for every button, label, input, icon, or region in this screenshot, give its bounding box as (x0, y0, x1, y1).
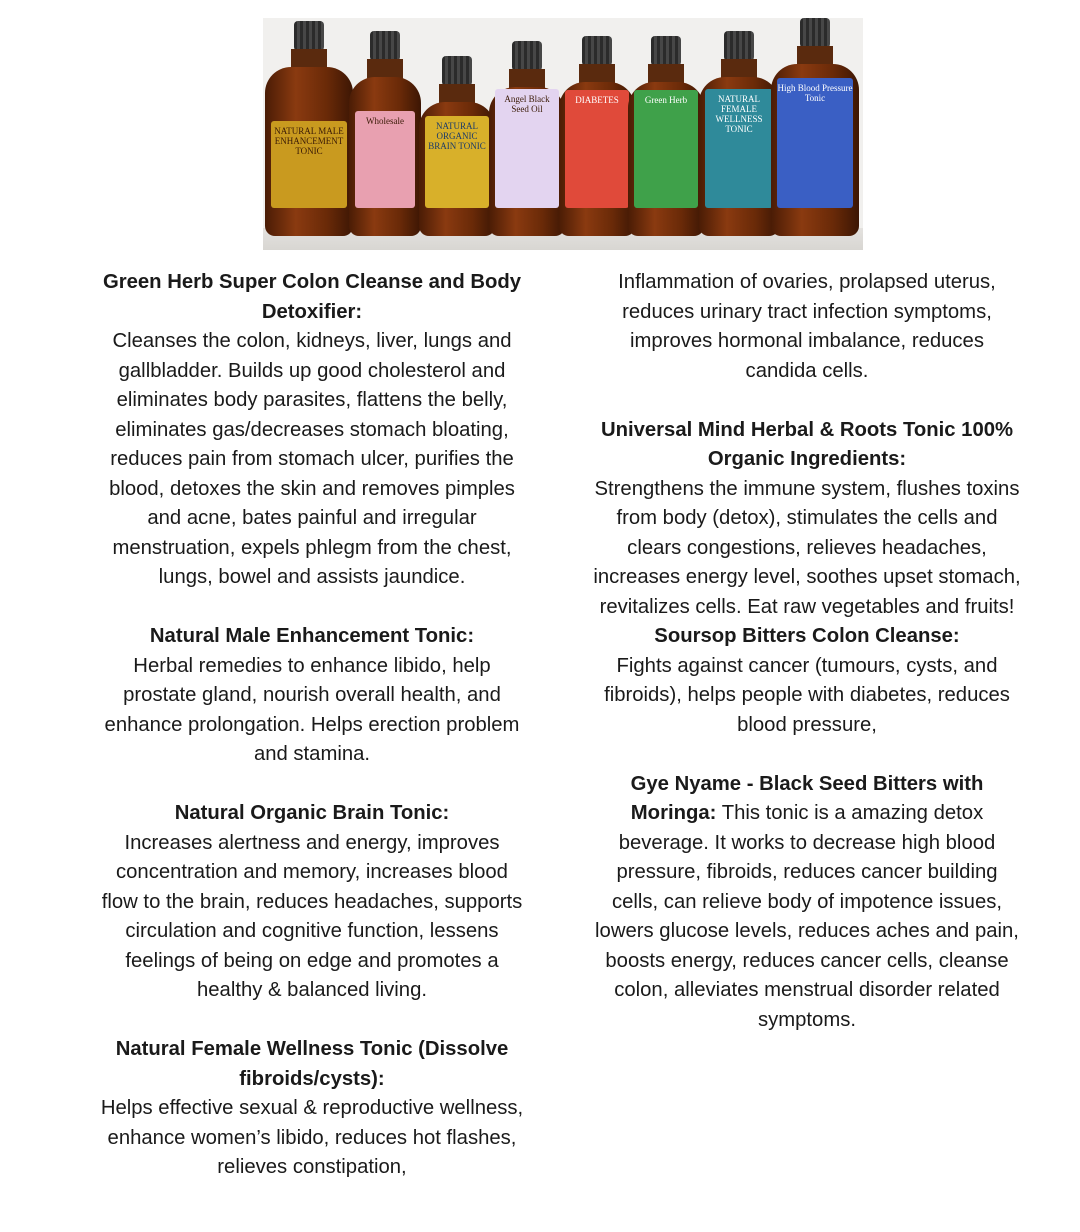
product-description: Strengthens the immune system, flushes toxins from body (detox), stimulates the cells and clears congestions, relieves headaches, increases energy level, soothes upset stomach, revitalizes cells. Eat raw vegetables and fruits! (593, 477, 1021, 618)
product-section (592, 770, 1022, 1036)
bottle-1 (265, 21, 353, 236)
product-section (97, 799, 527, 1006)
product-section (592, 268, 1022, 386)
bottle-label: Angel Black Seed Oil (495, 89, 559, 208)
product-description: This tonic is a amazing detox beverage. It works to decrease high blood pressure, fibroids, reduces cancer building cells, can relieve body of impotence issues, lowers glucose levels, reduces aches and pain, boosts energy, reduces cancer cells, cleanse colon, alleviates menstrual disorder related symptoms. (595, 802, 1019, 1031)
bottle-4 (489, 41, 565, 236)
bottle-label: NATURAL ORGANIC BRAIN TONIC (425, 116, 489, 208)
bottle-8 (771, 18, 859, 236)
bottle-label: DIABETES (565, 90, 629, 208)
product-description: Helps effective sexual & reproductive wellness, enhance women’s libido, reduces hot flashes, relieves constipation, (100, 1097, 524, 1178)
product-heading: Universal Mind Herbal & Roots Tonic 100% Organic Ingredients: (600, 418, 1014, 470)
bottle-3 (419, 56, 495, 236)
product-heading: Natural Male Enhancement Tonic: (149, 625, 475, 647)
bottle-5 (559, 36, 635, 236)
product-heading: Natural Organic Brain Tonic: (174, 802, 450, 824)
right-column (592, 268, 1022, 1035)
left-column (97, 268, 527, 1183)
bottle-6 (628, 36, 704, 236)
product-description: Inflammation of ovaries, prolapsed uterus, reduces urinary tract infection symptoms, improves hormonal imbalance, reduces candida cells. (618, 271, 996, 382)
product-heading: Gye Nyame - Black Seed Bitters with Moringa: (630, 772, 984, 824)
bottle-7 (699, 31, 779, 236)
product-section (97, 268, 527, 593)
product-section (97, 622, 527, 770)
product-description: Herbal remedies to enhance libido, help prostate gland, nourish overall health, and enhance prolongation. Helps erection problem and stamina. (104, 654, 520, 765)
product-section (97, 1035, 527, 1183)
product-heading: Soursop Bitters Colon Cleanse: (654, 625, 960, 647)
bottle-label: NATURAL MALE ENHANCEMENT TONIC (271, 121, 347, 208)
product-section (592, 416, 1022, 623)
product-section (592, 622, 1022, 740)
bottle-label: Wholesale (355, 111, 415, 208)
bottle-2 (349, 31, 421, 236)
bottle-label: Green Herb (634, 90, 698, 208)
bottle-label: High Blood Pressure Tonic (777, 78, 853, 208)
product-heading: Green Herb Super Colon Cleanse and Body Detoxifier: (102, 271, 522, 323)
product-description: Cleanses the colon, kidneys, liver, lungs and gallbladder. Builds up good cholesterol and eliminates body parasites, flattens the belly, eliminates gas/decreases stomach bloating, reduces pain from stomach ulcer, purifies the blood, detoxes the skin and removes pimples and acne, bates painful and irregular menstruation, expels phlegm from the chest, lungs, bowel and assists jaundice. (109, 330, 515, 588)
product-description: Fights against cancer (tumours, cysts, and fibroids), helps people with diabetes, reduces blood pressure, (604, 654, 1010, 736)
product-heading: Natural Female Wellness Tonic (Dissolve fibroids/cysts): (115, 1038, 509, 1090)
bottle-label: NATURAL FEMALE WELLNESS TONIC (705, 89, 773, 208)
product-description: Increases alertness and energy, improves concentration and memory, increases blood flow to the brain, reduces headaches, supports circulation and cognitive function, lessens feelings of being on edge and promotes a healthy & balanced living. (101, 831, 523, 1001)
product-bottles-photo (263, 18, 863, 250)
